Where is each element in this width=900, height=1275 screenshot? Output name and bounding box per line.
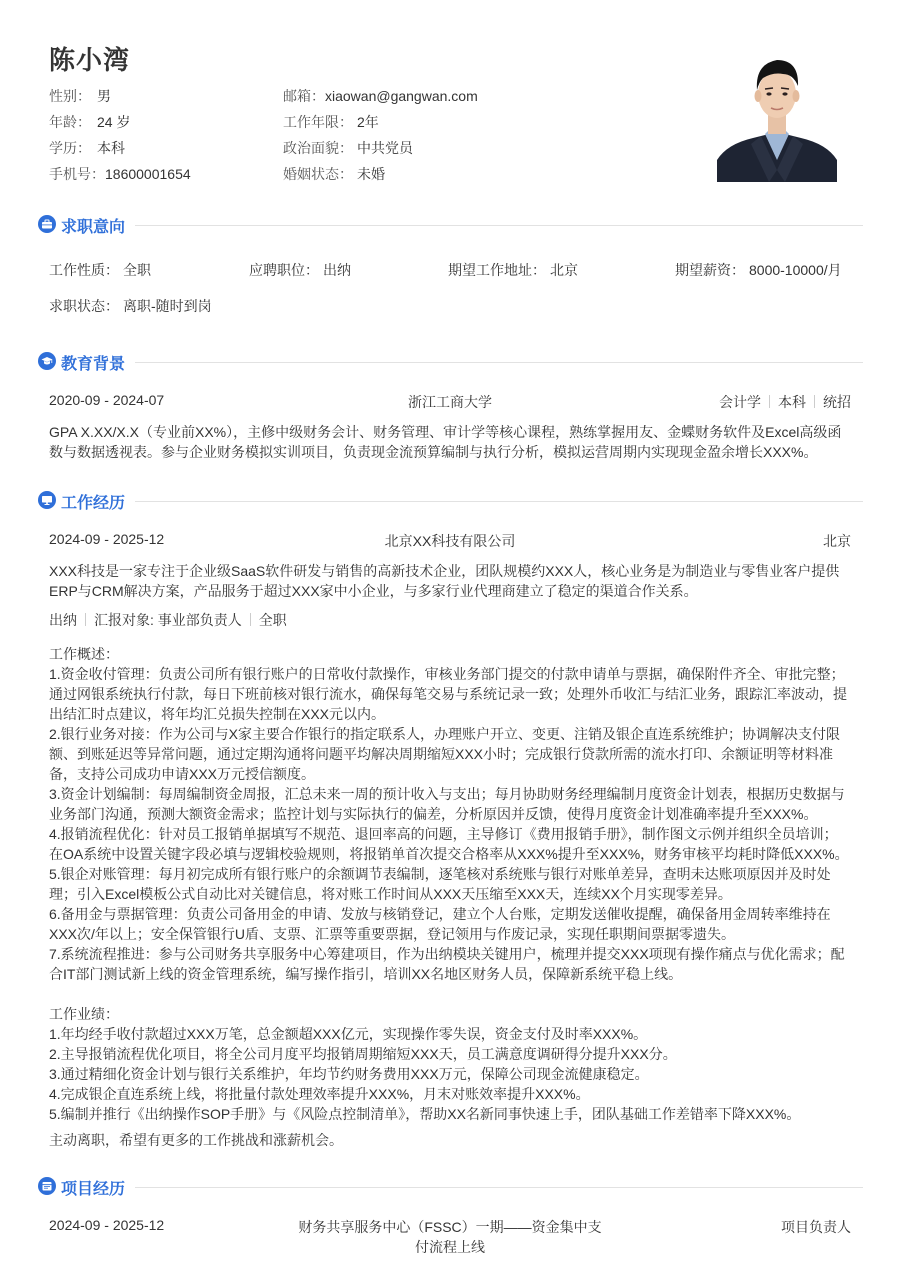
intent-salary: 期望薪资： 8000-10000/月 [675,262,842,278]
intent-location: 期望工作地址： 北京 [448,262,578,278]
info-phone: 手机号：18600001654 [49,166,191,182]
profile-photo [717,48,837,182]
work-company: 北京XX科技有限公司 [384,533,516,549]
section-title-project: 项目经历 [61,1181,126,1198]
intent-status: 求职状态： 离职-随时到岗 [49,298,212,314]
monitor-icon [38,491,56,509]
info-years: 工作年限： 2年 [283,114,379,130]
briefcase-icon [38,215,56,233]
work-leave-reason: 主动离职，希望有更多的工作挑战和涨薪机会。 [49,1132,343,1148]
section-header-education [38,352,863,372]
project-period: 2024-09 - 2025-12 [49,1217,165,1233]
work-overview: 工作概述： 1.资金收付管理：负责公司所有银行账户的日常收付款操作，审核业务部门提交的付款申请单与票据，确保附件齐全、审批完整； 通过网银系统执行付款，每日下班前核对银行流水，确保每笔交易与系统记录一致；处理外币收汇与结汇业务，跟踪汇率波动，提 出结汇时点建议，将年均汇兑损失控制在XXX元以内。 2.银行业务对接：作为公司与X家主要合作银行的指定联系人，办理账户开立、变更、注销及银企直连系统维护；协调解决支付限 额、到账延迟等异常问题，通过定期沟通将问题平均解决周期缩短XXX小时；完成银行贷款所需的流水打印、余额证明等材料准 备，支持公司成功申请XXX万元授信额度。 3.资金计划编制：每周编制资金周报，汇总未来一周的预计收入与支出；每月协助财务经理编制月度资金计划表，根据历史数据与 业务部门沟通，预测大额资金需求；监控计划与实际执行的偏差，分析原因并反馈，使得月度资金计划准确率提升至XXX%。 4.报销流程优化：针对员工报销单据填写不规范、退回率高的问题，主导修订《费用报销手册》，制作图文示例并组织全员培训； 在OA系统中设置关键字段必填与逻辑校验规则，将报销单首次提交合格率从XXX%提升至XXX%，财务审核平均耗时降低XXX%。 5.银企对账管理：每月初完成所有银行账户的余额调节表编制，逐笔核对系统账与银行对账单差异，查明未达账项原因并及时处 理；引入Excel模板公式自动比对关键信息，将对账工作时间从XXX天压缩至XXX天，连续XX个月实现零差异。 6.备用金与票据管理：负责公司备用金的申请、发放与核销登记，建立个人台账，定期发送催收提醒，确保备用金周转率维持在 XXX次/年以上；安全保管银行U盾、支票、汇票等重要票据，登记领用与作废记录，实现任职期间票据零遗失。 7.系统流程推进：参与公司财务共享服务中心筹建项目，作为出纳模块关键用户，梳理并提交XXX项现有操作痛点与优化需求；配 合IT部门测试新上线的资金管理系统，编写操作指引，培训XX名地区财务人员，保障新系统平稳上线。 工作业绩： 1.年均经手收付款超过XXX万笔，总金额超XXX亿元，实现操作零失误，资金支付及时率XXX%。 2.主导报销流程优化项目，将全公司月度平均报销周期缩短XXX天，员工满意度调研得分提升XXX分。 3.通过精细化资金计划与银行关系维护，年均节约财务费用XXX万元，保障公司现金流健康稳定。 4.完成银企直连系统上线，将批量付款处理效率提升XXX%，月末对账效率提升XXX%。 5.编制并推行《出纳操作SOP手册》与《风险点控制清单》，帮助XX名新同事快速上手，团队基础工作差错率下降XXX%。 [49,646,849,1122]
info-marital: 婚姻状态： 未婚 [283,166,385,182]
info-email: 邮箱：xiaowan@gangwan.com [283,88,478,104]
education-tags: 会计学 本科 统招 [719,394,851,410]
info-politics: 政治面貌： 中共党员 [283,140,413,156]
info-gender: 性别： 男 [49,88,111,104]
info-age: 年龄： 24 岁 [49,114,131,130]
work-period: 2024-09 - 2025-12 [49,531,165,547]
intent-type: 工作性质： 全职 [49,262,151,278]
calendar-icon [38,1177,56,1195]
section-title-intent: 求职意向 [61,219,126,236]
graduation-cap-icon [38,352,56,370]
work-company-intro: XXX科技是一家专注于企业级SaaS软件研发与销售的高新技术企业，团队规模约XXX人，核心业务是为制造业与零售业客户提供 ERP与CRM解决方案，产品服务于超过XXX家中小企业，与多家行业代理商建立了稳定的渠道合作关系。 [49,563,840,599]
divider [135,1187,863,1188]
divider [135,501,863,502]
section-title-work: 工作经历 [61,495,126,512]
work-city: 北京 [823,533,851,549]
section-header-work [38,491,863,511]
divider [135,225,863,226]
section-header-project [38,1177,863,1197]
education-description: GPA X.XX/X.X（专业前XX%），主修中级财务会计、财务管理、审计学等核心课程，熟练掌握用友、金蝶财务软件及Excel高级函 数与数据透视表。参与企业财务模拟实训项目，负责现金流预算编制与执行分析，模拟运营周期内实现现金盈余增长XXX%。 [49,424,842,460]
project-role: 项目负责人 [781,1219,851,1235]
info-education: 学历： 本科 [49,140,125,156]
intent-position: 应聘职位： 出纳 [249,262,351,278]
education-period: 2020-09 - 2024-07 [49,392,165,408]
project-name: 财务共享服务中心（FSSC）一期——资金集中支 付流程上线 [298,1219,602,1255]
portrait-image [717,48,837,182]
education-school: 浙江工商大学 [408,394,492,410]
section-title-education: 教育背景 [61,356,126,373]
section-header-intent [38,215,863,235]
candidate-name: 陈小湾 [49,45,131,75]
divider [135,362,863,363]
work-tags: 出纳 汇报对象: 事业部负责人 全职 [49,612,287,628]
